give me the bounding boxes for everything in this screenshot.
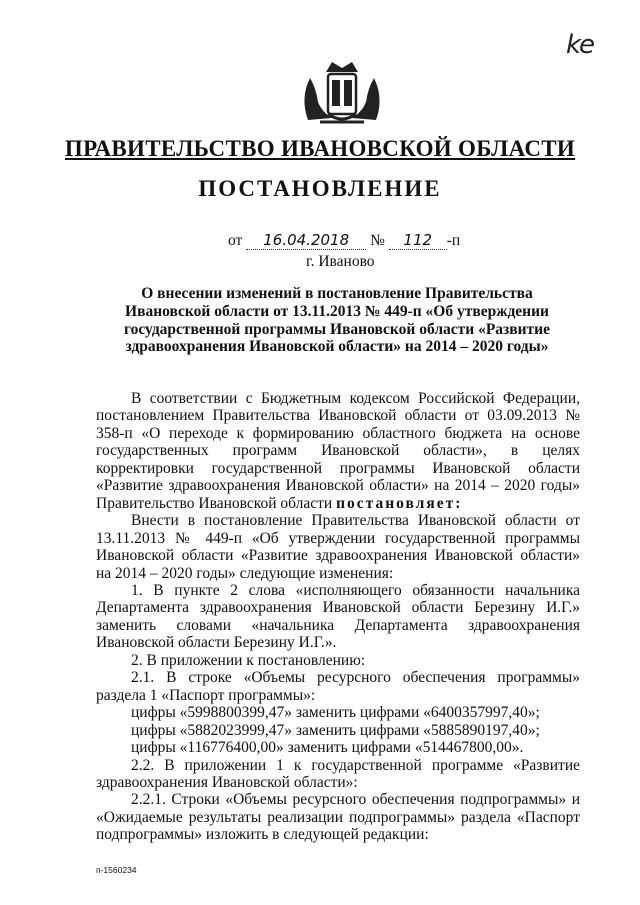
paragraph: 1. В пункте 2 слова «исполняющего обязанности начальника Департамента здравоохранения Ивановской области Березину И.Г.» заменить словами «начальника Департамента здравоохранения Ивановской области Березину И.Г.». [96,581,580,652]
paragraph: 2.1. В строке «Объемы ресурсного обеспечения программы» раздела 1 «Паспорт программы»: [96,669,580,704]
paragraph: Внести в постановление Правительства Ивановской области от 13.11.2013 № 449-п «Об утверждении государственной программы Ивановской области «Развитие здравоохранения Ивановской области» на 2014 – 2020 годы» следующие изменения: [96,512,580,582]
decree-word: постановляет: [336,494,463,512]
handwritten-number: 112 [389,231,447,250]
paragraph: цифры «116776400,00» заменить цифрами «514467800,00». [131,739,524,757]
paragraph: 2.2. В приложении 1 к государственной программе «Развитие здравоохранения Ивановской области»: [96,756,580,791]
number-suffix: -п [446,232,461,249]
document-code: п-1560234 [96,865,137,875]
date-number-line [228,231,460,250]
city: г. Иваново [306,253,375,270]
date-prefix: от [228,232,243,249]
paragraph: цифры «5998800399,47» заменить цифрами «6400357997,40»; [131,704,540,722]
handwritten-mark: ke [566,30,594,60]
handwritten-date: 16.04.2018 [246,231,366,250]
document-body [96,390,580,844]
paragraph: 2. В приложении к постановлению: [131,651,366,669]
coat-of-arms-emblem [296,58,388,128]
paragraph: цифры «5882023999,47» заменить цифрами «5885890197,40»; [131,721,540,739]
government-name: ПРАВИТЕЛЬСТВО ИВАНОВСКОЙ ОБЛАСТИ [64,136,576,161]
paragraph: 2.2.1. Строки «Объемы ресурсного обеспечения подпрограммы» и «Ожидаемые результаты реализации подпрограммы» раздела «Паспорт подпрограммы» изложить в следующей редакции: [96,791,580,844]
document-title: О внесении изменений в постановление Правительства Ивановской области от 13.11.2013 № 449-п «Об утверждении государственной программы Ивановской области «Развитие здравоохранения Ивановской области» на 2014 – 2020 годы» [123,285,550,356]
paragraph-preamble: В соответствии с Бюджетным кодексом Российской Федерации, постановлением Правительства Ивановской области от 03.09.2013 № 358-п «О переходе к формированию областного бюджета на основе государственных программ Ивановской области», в целях корректировки государственной программы Ивановской области «Развитие здравоохранения Ивановской области» на 2014 – 2020 годы» Правительство Ивановской области постановляет: [96,390,580,512]
number-sign: № [370,232,385,249]
document-type: ПОСТАНОВЛЕНИЕ [198,176,442,201]
